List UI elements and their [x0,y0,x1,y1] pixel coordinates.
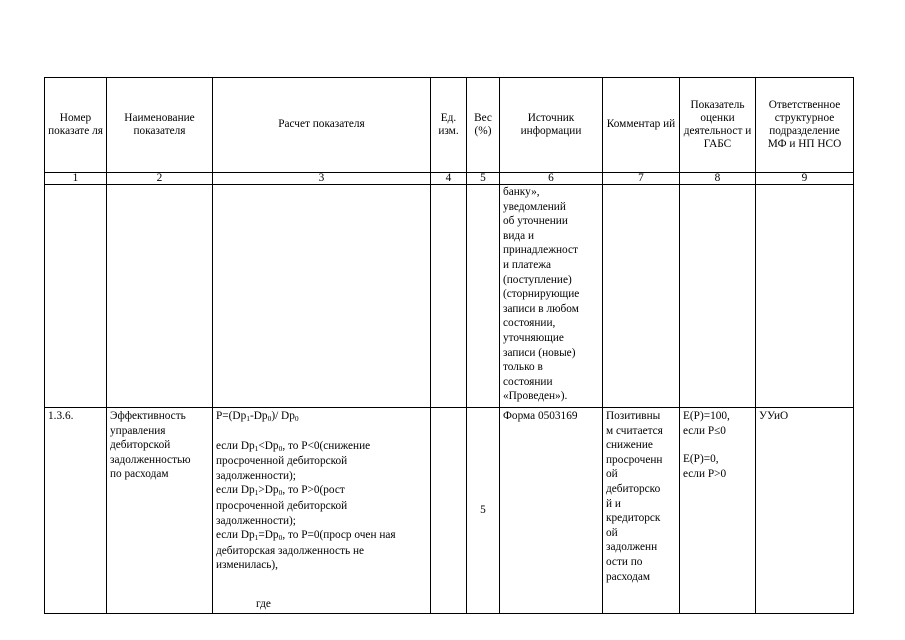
col-number-2: 2 [107,173,213,185]
indicators-table [44,77,854,614]
calc-line: просроченной дебиторской [216,455,348,468]
col-number-1: 1 [45,173,107,185]
source-line: записи (новые) [503,346,576,359]
name-line: дебиторской [110,439,171,452]
indicator-calc [213,408,431,614]
indicator-number: 1.3.6. [45,408,107,614]
header-source: Источник информации [500,78,603,173]
source-line: «Проведен»). [503,390,568,403]
comment-line: ой [606,526,618,539]
source-line: записи в любом [503,302,579,315]
cont-unit-cell [431,185,467,408]
name-line: управления [110,424,166,437]
calc-condition-2: если $Dp_1>Dp_0$, то P>0(рост [216,484,345,498]
calc-where: где [256,597,271,610]
indicator-source: Форма 0503169 [500,408,603,614]
comment-line: дебиторско [606,482,661,495]
comment-line: ости по [606,555,643,568]
header-score: Показатель оценки деятельност и ГАБС [680,78,756,173]
header-unit: Ед. изм. [431,78,467,173]
name-line: Эффективность [110,410,186,422]
header-calc: Расчет показателя [213,78,431,173]
indicator-weight: 5 [467,408,500,614]
indicator-name [107,408,213,614]
comment-line: задолженн [606,541,658,554]
indicator-comment [603,408,680,614]
col-number-4: 4 [431,173,467,185]
cont-score-cell [680,185,756,408]
indicator-row [45,408,854,614]
calc-formula: $P=(Dp_1-Dp_0)/$ $Dp_0$ [216,410,299,423]
header-row [45,78,854,173]
column-number-row [45,173,854,185]
source-line: принадлежност [503,244,578,257]
name-line: по расходам [110,468,169,481]
col-number-5: 5 [467,173,500,185]
source-line: состоянии [503,375,553,388]
comment-line: ой [606,468,618,481]
source-line: (сторнирующие [503,288,580,301]
col-number-9: 9 [756,173,854,185]
comment-line: м считается [606,424,663,437]
score-line: если P>0 [683,467,727,480]
calc-line: задолженности); [216,514,296,527]
cont-name-cell [107,185,213,408]
name-line: задолженностью [110,453,191,466]
header-weight: Вес (%) [467,78,500,173]
source-line: уведомлений [503,200,566,213]
cont-comment-cell [603,185,680,408]
calc-line: дебиторская задолженность не [216,544,365,557]
cont-calc-cell [213,185,431,408]
source-line: уточняющие [503,331,564,344]
col-number-3: 3 [213,173,431,185]
col-number-7: 7 [603,173,680,185]
indicator-score [680,408,756,614]
cont-weight-cell [467,185,500,408]
source-line: только в [503,361,543,374]
score-line: E(P)=0, [683,453,719,466]
source-line: об уточнении [503,215,568,228]
comment-line: Позитивны [606,410,661,422]
comment-line: просроченн [606,453,663,466]
calc-line: просроченной дебиторской [216,499,348,512]
calc-line: изменилась), [216,559,279,572]
header-responsible: Ответственное структурное подразделение МФ и НП НСО [756,78,854,173]
calc-line: задолженности); [216,469,296,482]
comment-line: кредиторск [606,512,661,525]
col-number-6: 6 [500,173,603,185]
comment-line: снижение [606,439,653,452]
header-number: Номер показате ля [45,78,107,173]
header-name: Наименование показателя [107,78,213,173]
source-line: (поступление) [503,273,572,286]
calc-condition-3: если $Dp_1=Dp_0$, то P=0(проср очен ная [216,529,396,543]
score-line: E(P)=100, [683,410,730,422]
indicator-responsible: УУиО [756,408,854,614]
cont-source-cell [500,185,603,408]
continuation-row [45,185,854,408]
source-line: и платежа [503,258,552,271]
cont-responsible-cell [756,185,854,408]
source-line: банку», [503,186,540,198]
comment-line: й и [606,497,621,510]
score-line: если P≤0 [683,424,726,437]
col-number-8: 8 [680,173,756,185]
header-comment: Комментар ий [603,78,680,173]
source-line: вида и [503,229,535,242]
indicator-unit [431,408,467,614]
cont-number-cell [45,185,107,408]
source-line: состоянии, [503,317,556,330]
comment-line: расходам [606,570,650,583]
calc-condition-1: если $Dp_1<Dp_0$, то P<0(снижение [216,439,371,453]
